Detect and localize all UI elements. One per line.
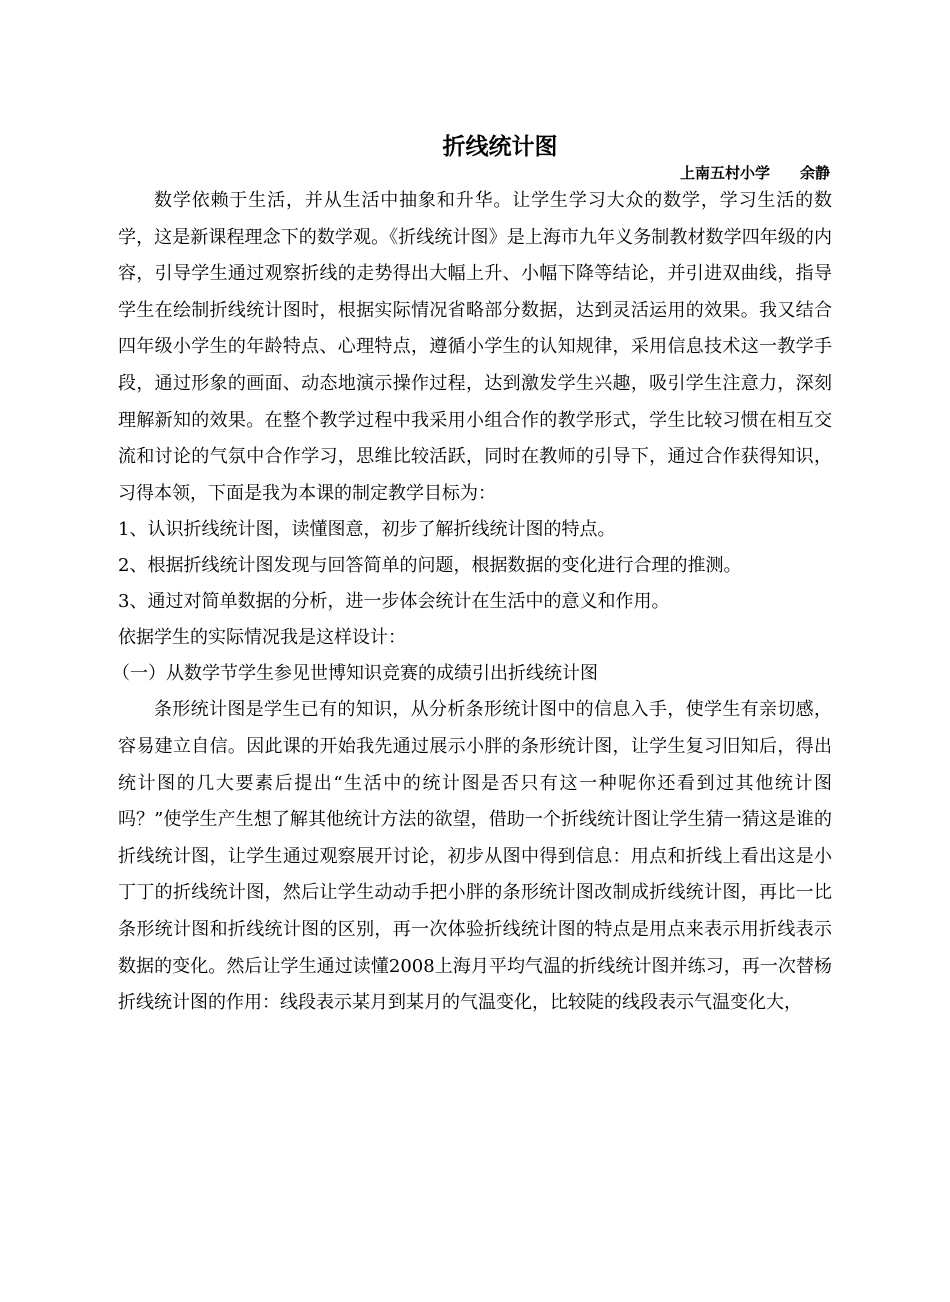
design-intro: 依据学生的实际情况我是这样设计： bbox=[118, 627, 406, 649]
goal-item-1: 1、认识折线统计图，读懂图意，初步了解折线统计图的特点。 bbox=[118, 519, 616, 541]
intro-paragraph: 数学依赖于生活，并从生活中抽象和升华。让学生学习大众的数学，学习生活的数学，这是新课程理念下的数学观。《折线统计图》是上海市九年义务制教材数学四年级的内容，引导学生通过观察折线的走势得出大幅上升、小幅下降等结论，并引进双曲线，指导学生在绘制折线统计图时，根据实际情况省略部分数据，达到灵活运用的效果。我又结合四年级小学生的年龄特点、心理特点，遵循小学生的认知规律，采用信息技术这一教学手段，通过形象的画面、动态地演示操作过程，达到激发学生兴趣，吸引学生注意力，深刻理解新知的效果。在整个教学过程中我采用小组合作的教学形式，学生比较习惯在相互交流和讨论的气氛中合作学习，思维比较活跃，同时在教师的引导下，通过合作获得知识，习得本领，下面是我为本课的制定教学目标为： bbox=[118, 190, 832, 504]
section-1-paragraph: 条形统计图是学生已有的知识，从分析条形统计图中的信息入手，使学生有亲切感，容易建立自信。因此课的开始我先通过展示小胖的条形统计图，让学生复习旧知后，得出统计图的几大要素后提出“生活中的统计图是否只有这一种呢你还看到过其他统计图吗？”使学生产生想了解其他统计方法的欲望，借助一个折线统计图让学生猜一猜这是谁的折线统计图，让学生通过观察展开讨论，初步从图中得到信息：用点和折线上看出这是小丁丁的折线统计图，然后让学生动动手把小胖的条形统计图改制成折线统计图，再比一比条形统计图和折线统计图的区别，再一次体验折线统计图的特点是用点来表示用折线表示数据的变化。然后让学生通过读懂2008上海月平均气温的折线统计图并练习，再一次替杨折线统计图的作用：线段表示某月到某月的气温变化，比较陡的线段表示气温变化大， bbox=[118, 699, 832, 1014]
section-1-heading: （一）从数学节学生参见世博知识竞赛的成绩引出折线统计图 bbox=[112, 663, 598, 685]
goal-item-3: 3、通过对简单数据的分析，进一步体会统计在生活中的意义和作用。 bbox=[118, 591, 670, 613]
goal-item-2: 2、根据折线统计图发现与回答简单的问题，根据数据的变化进行合理的推测。 bbox=[118, 555, 742, 577]
author-line: 上南五村小学 余静 bbox=[679, 164, 830, 182]
document-title: 折线统计图 bbox=[442, 134, 558, 160]
document-body bbox=[112, 183, 832, 1022]
